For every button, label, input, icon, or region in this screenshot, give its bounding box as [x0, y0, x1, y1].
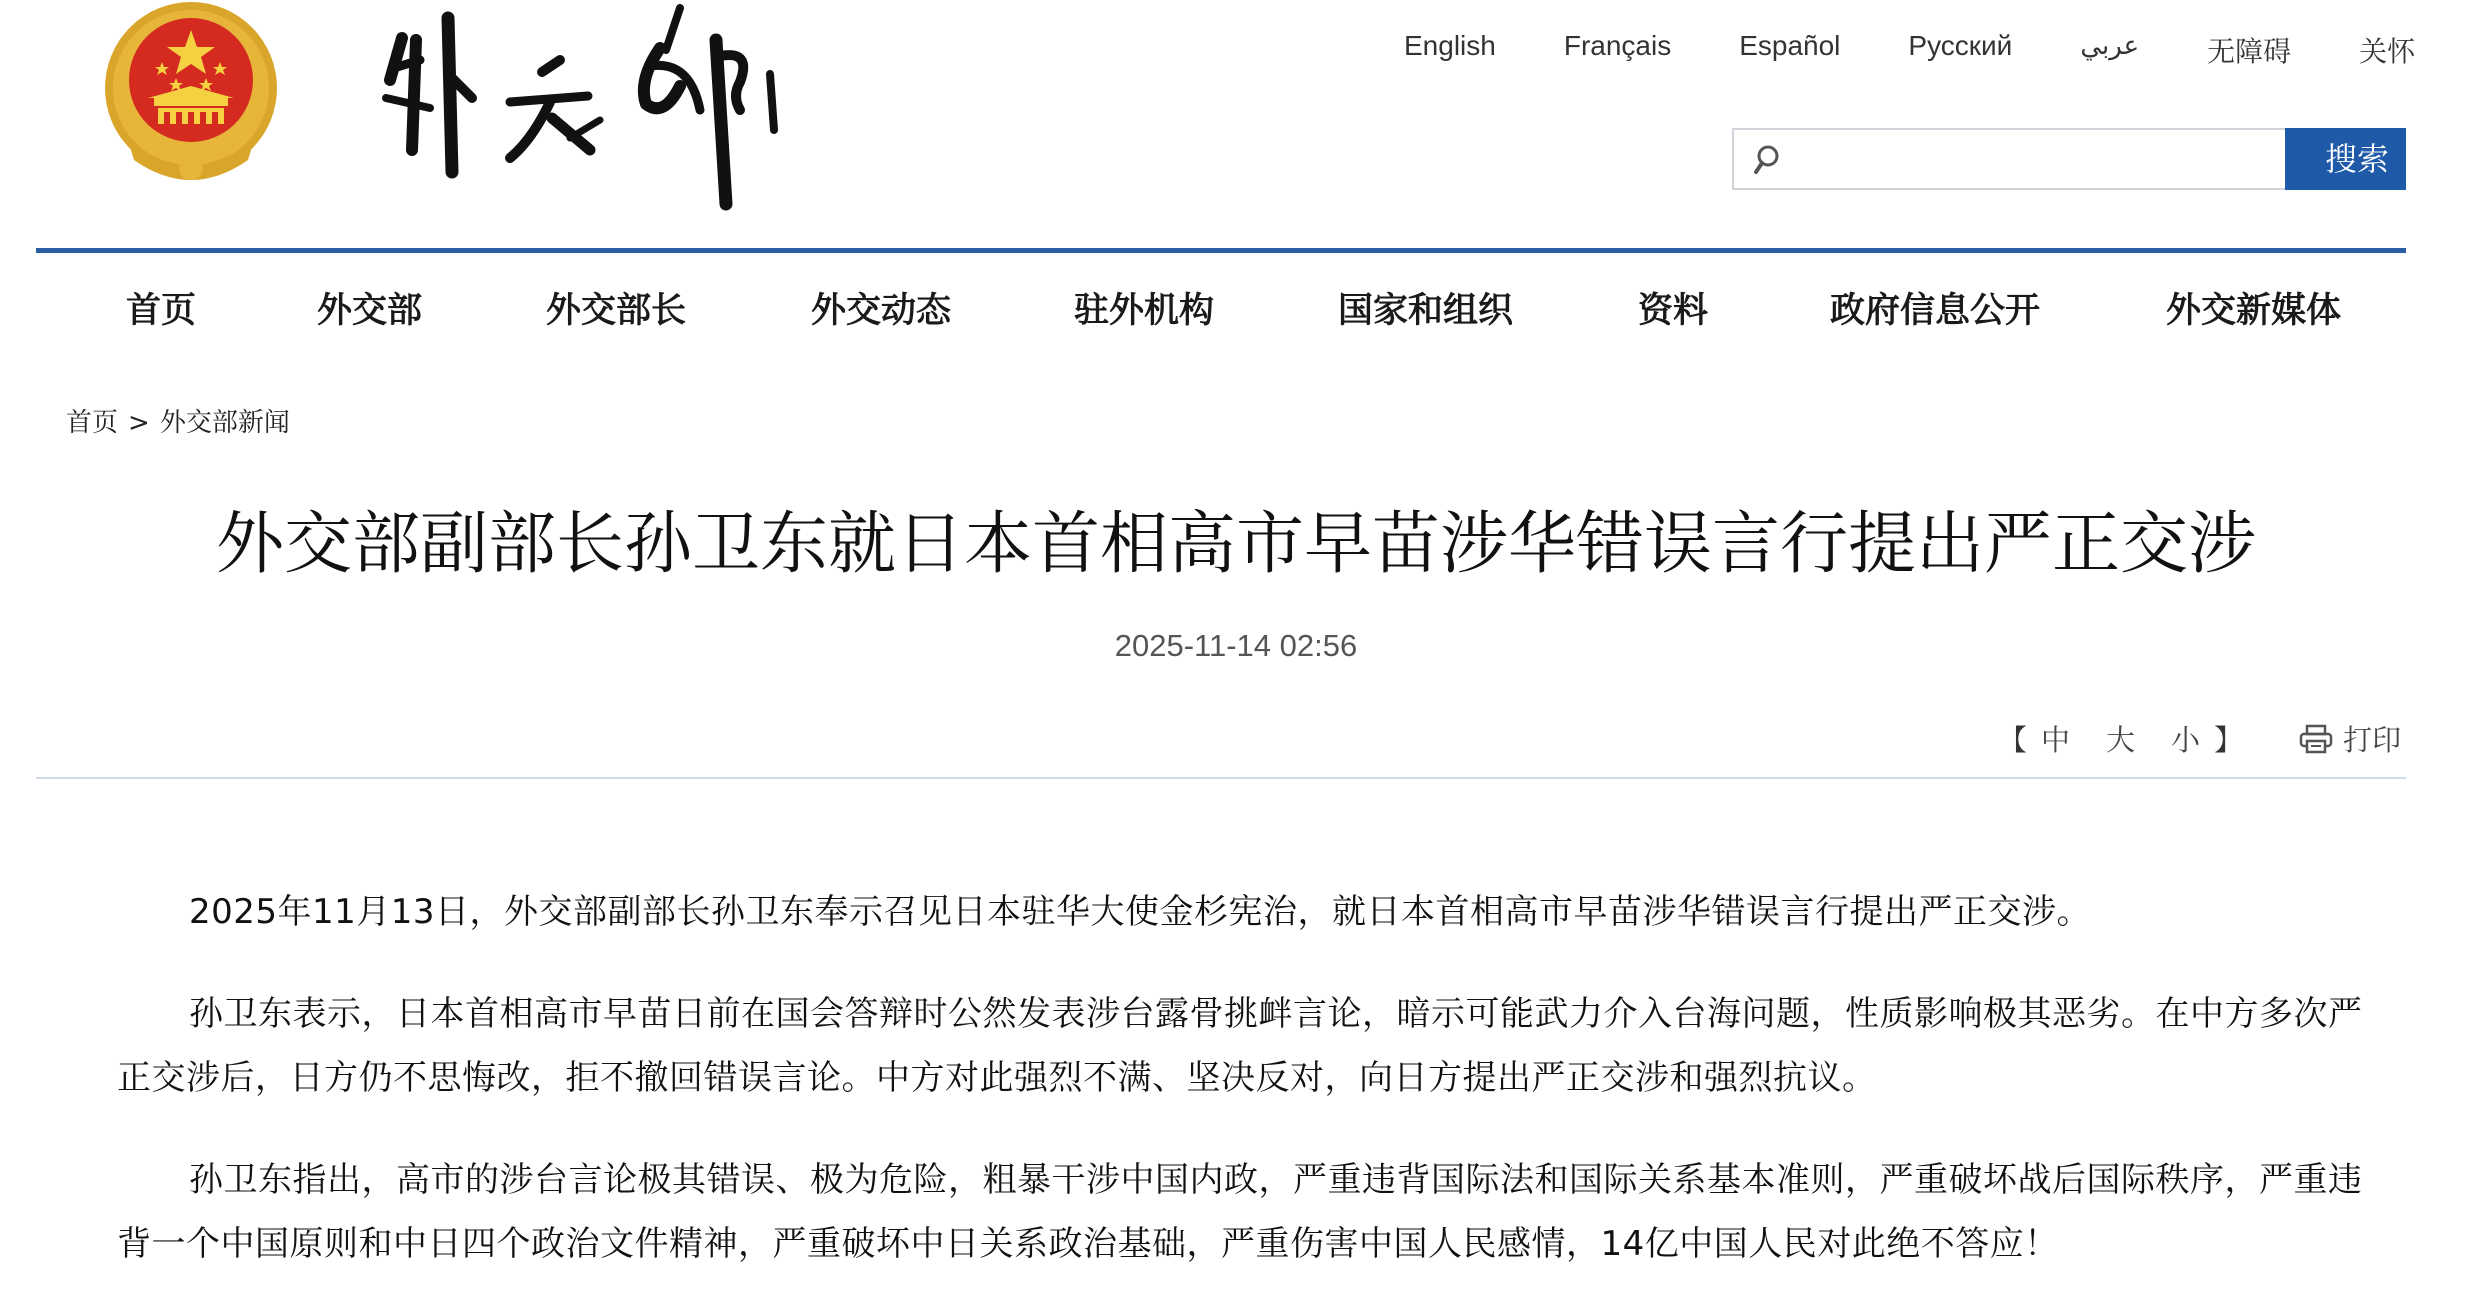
nav-item-ministry[interactable]: 外交部: [317, 291, 423, 331]
main-nav: [36, 248, 2406, 354]
nav-item-missions[interactable]: 驻外机构: [1074, 291, 1215, 331]
header-divider: [36, 777, 2406, 779]
font-size-bracket-open: 【: [1998, 723, 2028, 757]
search-input[interactable]: [1790, 134, 2270, 184]
care-mode-link[interactable]: 关怀: [2359, 36, 2416, 67]
nav-item-diplomatic-news[interactable]: 外交动态: [811, 291, 952, 331]
lang-french[interactable]: Français: [1563, 30, 1672, 61]
article-date: 2025-11-14 02:56: [1114, 628, 1358, 663]
search-button[interactable]: 搜索: [2285, 128, 2406, 190]
nav-item-new-media[interactable]: 外交新媒体: [2166, 291, 2342, 331]
font-size-large[interactable]: 中: [2041, 723, 2071, 757]
lang-spanish[interactable]: Español: [1739, 30, 1841, 61]
article-tools: [1998, 718, 2401, 759]
lang-arabic[interactable]: عربي: [2080, 30, 2140, 60]
font-size-small[interactable]: 小: [2171, 723, 2201, 757]
font-size-bracket-close: 】: [2214, 723, 2244, 757]
nav-item-countries[interactable]: 国家和组织: [1338, 291, 1514, 331]
font-size-medium[interactable]: 大: [2106, 723, 2136, 757]
search-icon: [1748, 142, 1784, 178]
print-button[interactable]: [2299, 718, 2401, 759]
lang-russian[interactable]: Русский: [1908, 30, 2013, 61]
nav-item-gov-info[interactable]: 政府信息公开: [1830, 291, 2041, 331]
calligraphy-logo-icon: [360, 0, 810, 225]
article-paragraph-1: 2025年11月13日，外交部副部长孙卫东奉示召见日本驻华大使金杉宪治，就日本首相高市早苗涉华错误言行提出严正交涉。: [189, 892, 2092, 932]
breadcrumb: [66, 402, 290, 439]
nav-item-home[interactable]: 首页: [126, 291, 197, 331]
nav-item-minister[interactable]: 外交部长: [546, 291, 687, 331]
breadcrumb-current[interactable]: 外交部新闻: [159, 408, 290, 438]
site-header: [0, 0, 2416, 250]
print-label: 打印: [2343, 723, 2402, 757]
lang-english[interactable]: English: [1404, 30, 1496, 61]
article-title: 外交部副部长孙卫东就日本首相高市早苗涉华错误言行提出严正交涉: [215, 505, 2256, 584]
article-paragraph-3: 孙卫东指出，高市的涉台言论极其错误、极为危险，粗暴干涉中国内政，严重违背国际法和国际关系基本准则，严重破坏战后国际秩序，严重违背一个中国原则和中日四个政治文件精神，严重破坏中日关系政治基础，严重伤害中国人民感情，14亿中国人民对此绝不答应！: [117, 1160, 2363, 1264]
breadcrumb-separator: >: [128, 408, 150, 438]
article-paragraph-2: 孙卫东表示，日本首相高市早苗日前在国会答辩时公然发表涉台露骨挑衅言论，暗示可能武力介入台海问题，性质影响极其恶劣。在中方多次严正交涉后，日方仍不思悔改，拒不撤回错误言论。中方对此强烈不满、坚决反对，向日方提出严正交涉和强烈抗议。: [117, 994, 2363, 1098]
printer-icon: [2299, 724, 2333, 754]
national-emblem-icon[interactable]: [98, 0, 284, 186]
nav-item-resources[interactable]: 资料: [1638, 291, 1709, 331]
search-box: [1732, 128, 2285, 190]
article-body: [117, 880, 2367, 1314]
language-bar: [1404, 30, 2483, 70]
breadcrumb-home[interactable]: 首页: [66, 408, 119, 438]
accessibility-link[interactable]: 无障碍: [2207, 36, 2292, 67]
